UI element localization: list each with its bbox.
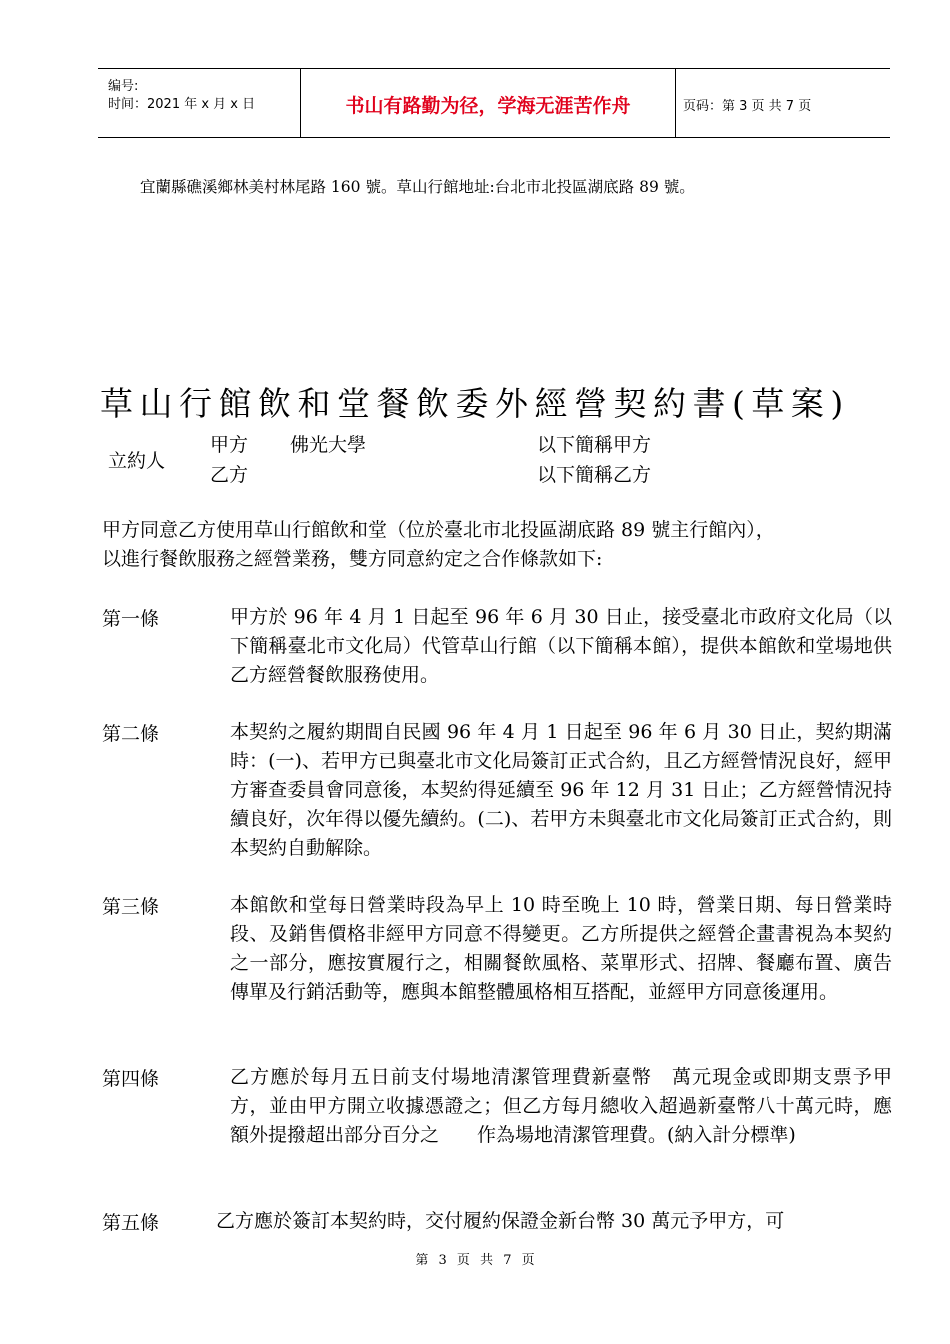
party-a-role: 甲方 [210,434,249,456]
header-right-cell [675,69,890,137]
page-header [98,68,890,138]
parties-label: 立約人 [108,450,166,472]
header-left-cell [98,69,300,137]
motto: 书山有路勤为径，学海无涯苦作舟 [345,95,631,117]
article-3-label: 第三條 [102,896,160,918]
article-4-text: 乙方應於每月五日前支付場地清潔管理費新臺幣 萬元現金或即期支票予甲方，並由甲方開立收據憑證之；但乙方每月總收入超過新臺幣八十萬元時，應額外提撥超出部分百分之 作為場地清潔管理費。(納入計分標準) [230,1066,892,1146]
time-label: 时间：2021 年 x 月 x 日 [108,97,256,112]
number-label: 编号: [108,79,139,94]
article-5-label: 第五條 [102,1212,160,1234]
article-5-text: 乙方應於簽訂本契約時，交付履約保證金新台幣 30 萬元予甲方，可 [216,1210,785,1232]
intro-line-1: 甲方同意乙方使用草山行館飲和堂（位於臺北市北投區湖底路 89 號主行館內）， [102,519,775,541]
article-3-text: 本館飲和堂每日營業時段為早上 10 時至晚上 10 時，營業日期、每日營業時段、及銷售價格非經甲方同意不得變更。乙方所提供之經營企畫書視為本契約之一部分，應按實履行之，相關餐飲風格、菜單形式、招牌、餐廳布置、廣告傳單及行銷活動等，應與本館整體風格相互搭配，並經甲方同意後運用。 [230,894,892,1003]
header-motto-cell [300,69,676,137]
party-b-alias: 以下簡稱乙方 [537,464,652,486]
page-info: 页码：第 3 页 共 7 页 [683,99,812,114]
article-1-label: 第一條 [102,608,160,630]
party-a-name: 佛光大學 [290,434,367,456]
article-1-text: 甲方於 96 年 4 月 1 日起至 96 年 6 月 30 日止，接受臺北市政府文化局（以下簡稱臺北市文化局）代管草山行館（以下簡稱本館），提供本館飲和堂場地供乙方經營餐飲服務使用。 [230,606,892,686]
party-a-alias: 以下簡稱甲方 [537,434,652,456]
address-line: 宜蘭縣礁溪鄉林美村林尾路 160 號。草山行館地址:台北市北投區湖底路 89 號。 [140,178,695,196]
page-footer: 第 3 页 共 7 页 [415,1253,535,1268]
article-4-label: 第四條 [102,1068,160,1090]
article-2-text: 本契約之履約期間自民國 96 年 4 月 1 日起至 96 年 6 月 30 日止，契約期滿時：(一)、若甲方已與臺北市文化局簽訂正式合約，且乙方經營情況良好，經甲方審查委員會同意後，本契約得延續至 96 年 12 月 31 日止；乙方經營情況持續良好，次年得以優先續約。(二)、若甲方未與臺北市文化局簽訂正式合約，則本契約自動解除。 [230,721,892,859]
document-title: 草山行館飲和堂餐飲委外經營契約書(草案) [100,384,850,423]
intro-line-2: 以進行餐飲服務之經營業務，雙方同意約定之合作條款如下: [102,548,603,570]
article-2-label: 第二條 [102,723,160,745]
party-b-role: 乙方 [210,464,249,486]
